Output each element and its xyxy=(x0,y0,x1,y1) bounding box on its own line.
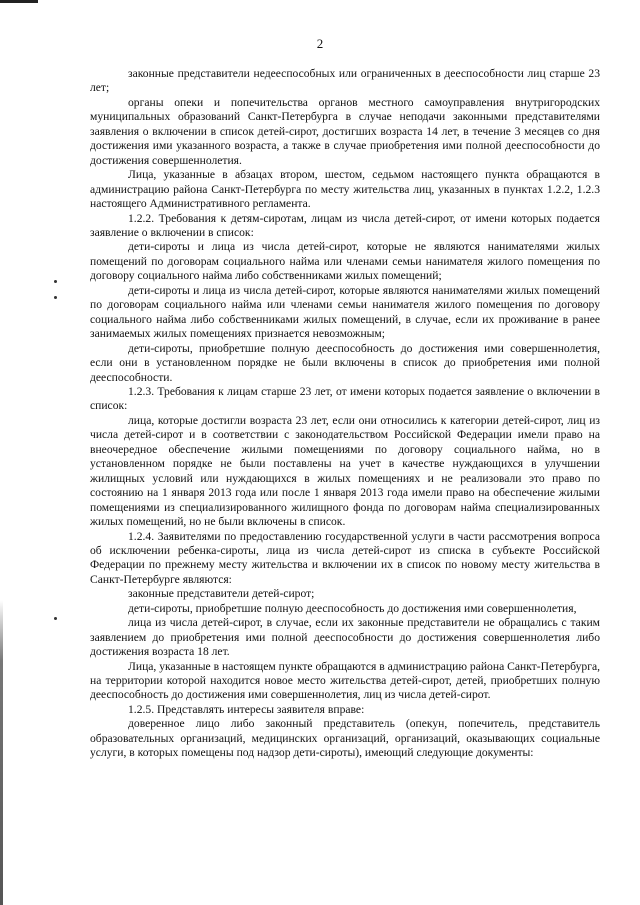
paragraph: дети-сироты и лица из числа детей-сирот, которые являются нанимателями жилых помещений по договорам социального найма или членами семьи нанимателя жилого помещения по договору социального найма либо собственниками жилых помещений, в случае, если их проживание в ранее занимаемых жилых помещениях признается невозможным; xyxy=(90,283,600,341)
paragraph: доверенное лицо либо законный представитель (опекун, попечитель, представитель образовательных организаций, медицинских организаций, организаций, оказывающих социальные услуги, в которых помещены под надзор дети-сироты), имеющий следующие документы: xyxy=(90,717,600,760)
paragraph: дети-сироты и лица из числа детей-сирот, которые не являются нанимателями жилых помещений по договорам социального найма или членами семьи нанимателя жилого помещения по договору социального найма либо собственниками жилых помещений; xyxy=(90,240,600,283)
page-number: 2 xyxy=(316,36,324,51)
paragraph: Лица, указанные в настоящем пункте обращаются в администрацию района Санкт-Петербурга, на территории которой находится новое место жительства детей-сирот, детей, приобретших полную дееспособность до достижения ими совершеннолетия, лиц из числа детей-сирот. xyxy=(90,659,600,702)
scan-edge-shadow xyxy=(0,600,3,905)
paragraph: лица из числа детей-сирот, в случае, если их законные представители не обращались с таким заявлением до приобретения ими полной дееспособности до достижения совершеннолетия либо достижения возраста 18 лет. xyxy=(90,616,600,659)
paragraph: законные представители детей-сирот; xyxy=(128,587,315,601)
scan-dot xyxy=(54,296,57,299)
paragraph: дети-сироты, приобретшие полную дееспособность до достижения ими совершеннолетия, xyxy=(128,601,577,615)
paragraph: 1.2.3. Требования к лицам старше 23 лет, от имени которых подается заявление о включении в список: xyxy=(90,384,600,413)
paragraph: дети-сироты, приобретшие полную дееспособность до достижения ими совершеннолетия, если они в установленном порядке не были включены в список до приобретения ими полной дееспособности. xyxy=(90,341,600,384)
scan-dot xyxy=(54,280,57,283)
paragraph: органы опеки и попечительства органов местного самоуправления внутригородских муниципальных образований Санкт-Петербурга в случае неподачи законными представителями заявления о включении в список детей-сирот, достигших возраста 14 лет, в течение 3 месяцев со дня достижения ими указанного возраста, а также в случае приобретения ими полной дееспособности до достижения совершеннолетия. xyxy=(90,95,600,167)
paragraph: 1.2.2. Требования к детям-сиротам, лицам из числа детей-сирот, от имени которых подается заявление о включении в список: xyxy=(90,211,600,239)
paragraph: 1.2.4. Заявителями по предоставлению государственной услуги в части рассмотрения вопроса об исключении ребенка-сироты, лица из числа детей-сирот из списка в субъекте Российской Федерации по прежнему месту жительства и включении их в список по новому месту жительства в Санкт-Петербурге являются: xyxy=(90,529,600,586)
paragraph: 1.2.5. Представлять интересы заявителя вправе: xyxy=(128,702,365,716)
paragraph: Лица, указанные в абзацах втором, шестом, седьмом настоящего пункта обращаются в администрацию района Санкт-Петербурга по месту жительства лиц, указанных в пунктах 1.2.2, 1.2.3 настоящего Административного регламента. xyxy=(90,168,600,211)
scan-mark xyxy=(0,0,38,3)
scan-dot xyxy=(54,617,57,620)
paragraph: лица, которые достигли возраста 23 лет, если они относились к категории детей-сирот, лиц из числа детей-сирот и в соответствии с законодательством Российской Федерации имели право на внеочередное обеспечение жилыми помещениями по договору социального найма, но в установленном порядке не были поставлены на учет в качестве нуждающихся в улучшении жилищных условий или нуждающихся в жилых помещениях и не реализовали это право по состоянию на 1 января 2013 года или после 1 января 2013 года имели право на обеспечение жилыми помещениями из специализированного жилищного фонда по договорам найма специализированных жилых помещений, но не были включены в список. xyxy=(90,413,600,529)
document-body xyxy=(90,67,600,761)
paragraph: законные представители недееспособных или ограниченных в дееспособности лиц старше 23 лет; xyxy=(90,67,600,95)
